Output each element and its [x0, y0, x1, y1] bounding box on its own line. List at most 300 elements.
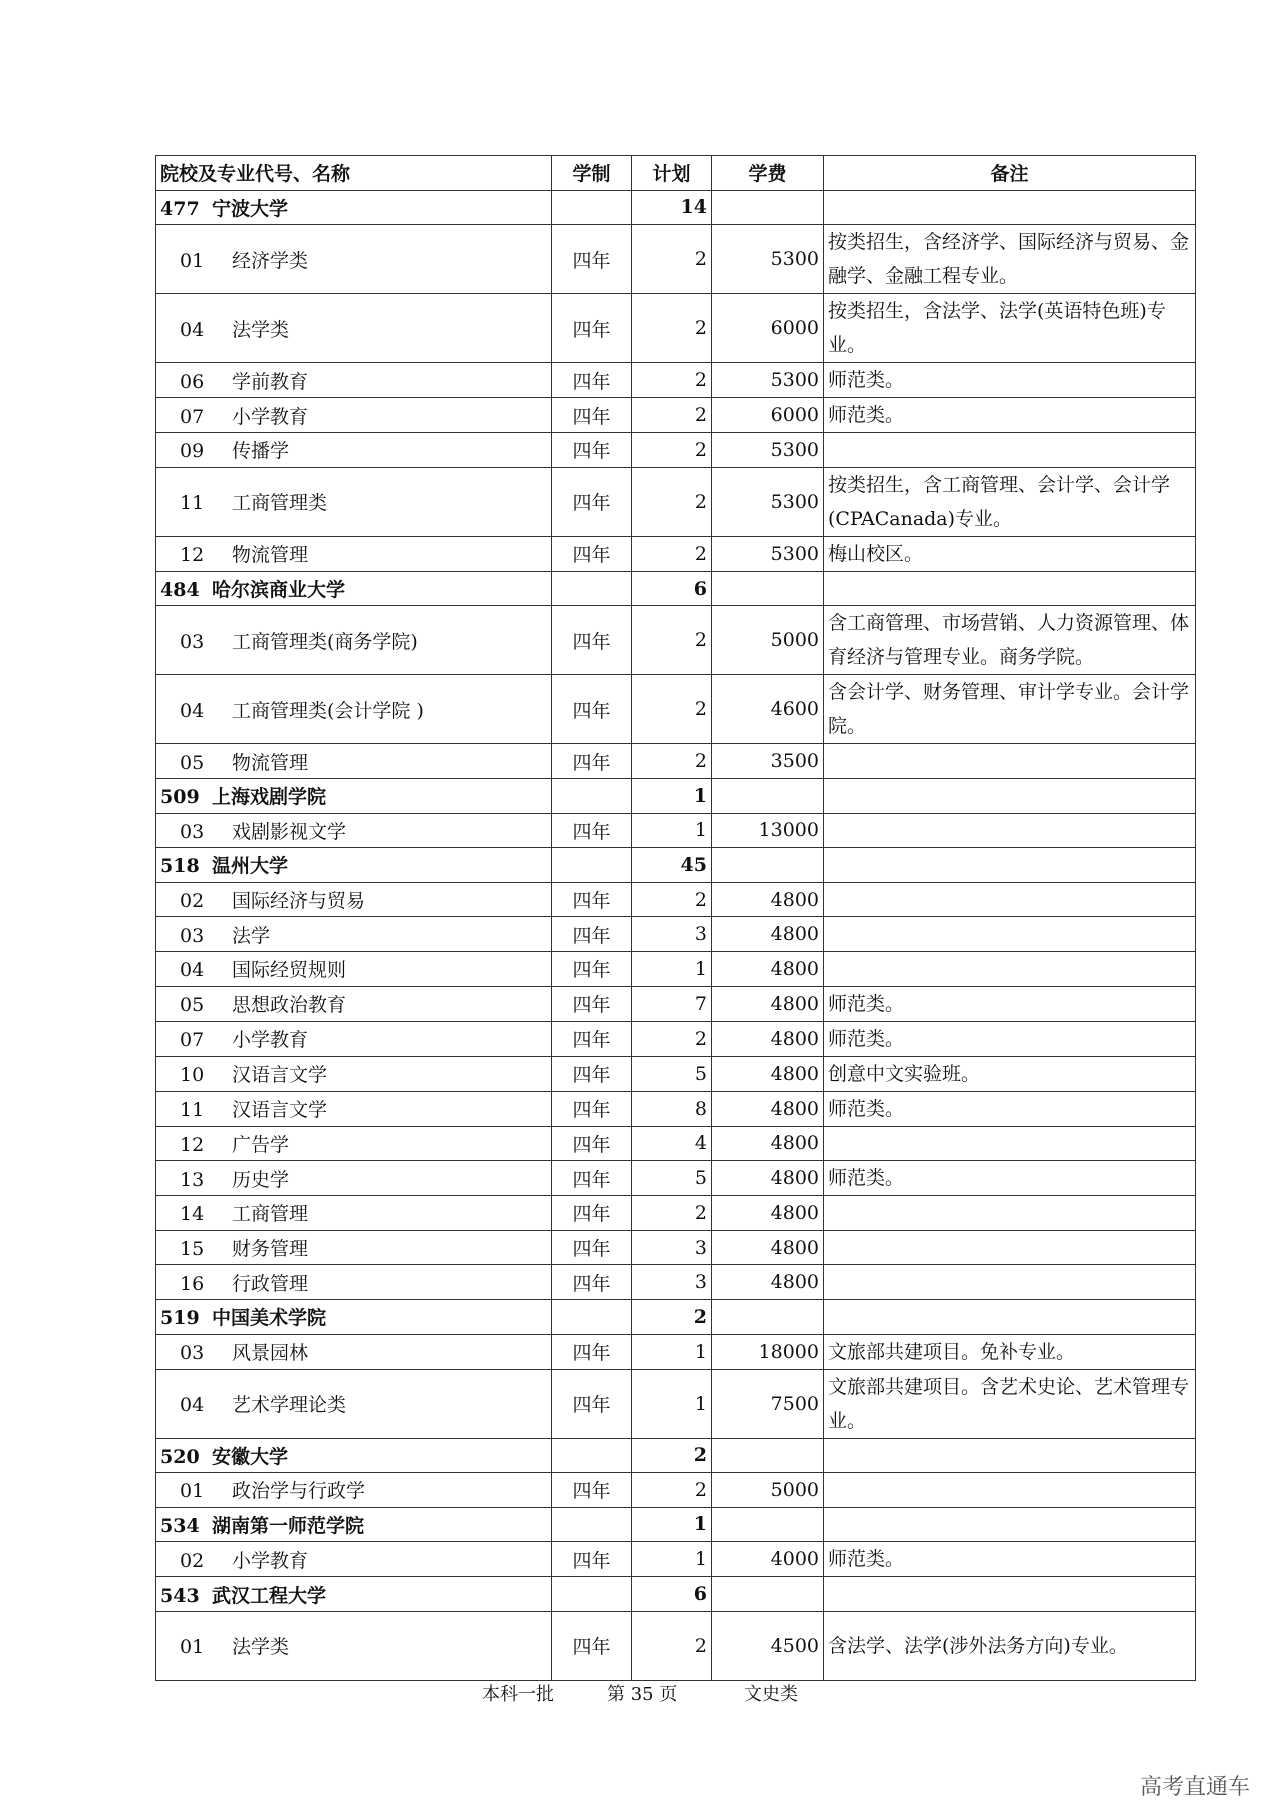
note-cell: 梅山校区。: [824, 536, 1196, 571]
note-cell: [824, 433, 1196, 468]
name-cell: [156, 1611, 552, 1680]
plan-cell: 2: [632, 1611, 712, 1680]
note-cell: [824, 951, 1196, 986]
name: 行政管理: [232, 1272, 309, 1295]
plan-cell: 6: [632, 571, 712, 606]
name: 物流管理: [232, 751, 309, 774]
term-cell: 四年: [552, 536, 632, 571]
code: 04: [180, 699, 205, 722]
name-cell: [156, 1438, 552, 1473]
term-cell: 四年: [552, 1196, 632, 1231]
name: 上海戏剧学院: [212, 786, 327, 809]
name: 湖南第一师范学院: [212, 1514, 365, 1537]
name: 温州大学: [212, 855, 289, 878]
code: 04: [180, 1394, 205, 1416]
name-cell: [156, 1126, 552, 1161]
fee-cell: 4800: [712, 917, 824, 952]
name: 思想政治教育: [232, 994, 347, 1017]
name: 艺术学理论类: [232, 1394, 347, 1416]
code: 484: [160, 579, 200, 602]
note-cell: [824, 778, 1196, 813]
name: 汉语言文学: [232, 1064, 328, 1087]
page-footer: [0, 1680, 1280, 1708]
plan-cell: 5: [632, 1056, 712, 1091]
name-cell: [156, 363, 552, 398]
name-cell: [156, 778, 552, 813]
code: 09: [180, 440, 205, 463]
note-cell: 师范类。: [824, 363, 1196, 398]
code: 03: [180, 630, 205, 653]
major-row: [156, 467, 1196, 536]
name-cell: [156, 433, 552, 468]
name-cell: [156, 190, 552, 225]
term-cell: [552, 848, 632, 883]
major-row: [156, 1056, 1196, 1091]
plan-cell: 6: [632, 1577, 712, 1612]
name-cell: [156, 1196, 552, 1231]
university-row: [156, 1577, 1196, 1612]
note-cell: 文旅部共建项目。含艺术史论、艺术管理专业。: [824, 1369, 1196, 1438]
name-cell: [156, 917, 552, 952]
name: 法学类: [232, 1636, 290, 1659]
term-cell: 四年: [552, 813, 632, 848]
fee-cell: [712, 1507, 824, 1542]
name: 传播学: [232, 440, 290, 463]
name: 学前教育: [232, 370, 309, 393]
name-cell: [156, 986, 552, 1021]
plan-cell: 2: [632, 536, 712, 571]
fee-cell: 7500: [712, 1369, 824, 1438]
name: 小学教育: [232, 1549, 309, 1572]
name-cell: [156, 1473, 552, 1508]
note-cell: [824, 190, 1196, 225]
table-body: [156, 190, 1196, 1680]
code: 477: [160, 197, 200, 220]
name-cell: [156, 1021, 552, 1056]
name-cell: [156, 467, 552, 536]
code: 04: [180, 318, 205, 341]
note-cell: 含工商管理、市场营销、人力资源管理、体育经济与管理专业。商务学院。: [824, 606, 1196, 675]
code: 16: [180, 1272, 205, 1295]
name-cell: [156, 571, 552, 606]
name: 小学教育: [232, 405, 309, 428]
fee-cell: 5300: [712, 467, 824, 536]
term-cell: 四年: [552, 1230, 632, 1265]
major-row: [156, 1473, 1196, 1508]
fee-cell: 4800: [712, 1265, 824, 1300]
plan-cell: 2: [632, 606, 712, 675]
term-cell: 四年: [552, 1091, 632, 1126]
plan-cell: 4: [632, 1126, 712, 1161]
term-cell: 四年: [552, 433, 632, 468]
major-row: [156, 917, 1196, 952]
plan-cell: 2: [632, 1299, 712, 1334]
major-row: [156, 1369, 1196, 1438]
code: 05: [180, 751, 205, 774]
fee-cell: 4800: [712, 1230, 824, 1265]
fee-cell: [712, 571, 824, 606]
fee-cell: 6000: [712, 398, 824, 433]
plan-cell: 1: [632, 1369, 712, 1438]
term-cell: [552, 778, 632, 813]
term-cell: [552, 190, 632, 225]
name: 安徽大学: [212, 1445, 289, 1468]
name-cell: [156, 1056, 552, 1091]
code: 11: [180, 1099, 205, 1122]
code: 509: [160, 786, 200, 809]
university-row: [156, 571, 1196, 606]
term-cell: [552, 1438, 632, 1473]
code: 03: [180, 1342, 205, 1364]
note-cell: [824, 1196, 1196, 1231]
note-cell: [824, 744, 1196, 779]
fee-cell: 4800: [712, 951, 824, 986]
term-cell: 四年: [552, 1369, 632, 1438]
name: 汉语言文学: [232, 1099, 328, 1122]
plan-cell: 2: [632, 363, 712, 398]
name-cell: [156, 951, 552, 986]
header-plan: 计划: [632, 156, 712, 191]
note-cell: 师范类。: [824, 1161, 1196, 1196]
plan-cell: 2: [632, 225, 712, 294]
footer-page-number: 第 35 页: [607, 1684, 678, 1705]
name-cell: [156, 675, 552, 744]
code: 15: [180, 1238, 205, 1261]
term-cell: 四年: [552, 1126, 632, 1161]
fee-cell: 5300: [712, 433, 824, 468]
code: 02: [180, 1549, 205, 1572]
note-cell: [824, 1126, 1196, 1161]
fee-cell: 4800: [712, 1056, 824, 1091]
name: 法学类: [232, 318, 290, 341]
fee-cell: [712, 190, 824, 225]
note-cell: 师范类。: [824, 1021, 1196, 1056]
term-cell: 四年: [552, 1473, 632, 1508]
plan-cell: 1: [632, 951, 712, 986]
term-cell: 四年: [552, 675, 632, 744]
term-cell: 四年: [552, 294, 632, 363]
note-cell: [824, 1507, 1196, 1542]
note-cell: 按类招生，含法学、法学(英语特色班)专业。: [824, 294, 1196, 363]
name-cell: [156, 1369, 552, 1438]
major-row: [156, 1542, 1196, 1577]
name: 宁波大学: [212, 197, 289, 220]
table-header-row: [156, 156, 1196, 191]
note-cell: [824, 813, 1196, 848]
name: 经济学类: [232, 249, 309, 272]
name: 工商管理类: [232, 492, 328, 515]
university-row: [156, 848, 1196, 883]
major-row: [156, 1611, 1196, 1680]
note-cell: 按类招生，含工商管理、会计学、会计学(CPACanada)专业。: [824, 467, 1196, 536]
major-row: [156, 813, 1196, 848]
fee-cell: 4600: [712, 675, 824, 744]
header-term: 学制: [552, 156, 632, 191]
footer-batch: 本科一批: [482, 1684, 554, 1705]
note-cell: [824, 571, 1196, 606]
fee-cell: 4000: [712, 1542, 824, 1577]
note-cell: 按类招生，含经济学、国际经济与贸易、金融学、金融工程专业。: [824, 225, 1196, 294]
name-cell: [156, 398, 552, 433]
code: 04: [180, 959, 205, 982]
note-cell: [824, 1473, 1196, 1508]
code: 14: [180, 1203, 205, 1226]
major-row: [156, 1161, 1196, 1196]
plan-cell: 3: [632, 1265, 712, 1300]
plan-cell: 2: [632, 675, 712, 744]
name: 法学: [232, 924, 271, 947]
term-cell: 四年: [552, 882, 632, 917]
fee-cell: 13000: [712, 813, 824, 848]
major-row: [156, 606, 1196, 675]
term-cell: 四年: [552, 467, 632, 536]
fee-cell: 5000: [712, 1473, 824, 1508]
fee-cell: 4800: [712, 1161, 824, 1196]
header-note: 备注: [824, 156, 1196, 191]
name-cell: [156, 882, 552, 917]
name: 戏剧影视文学: [232, 820, 347, 843]
note-cell: 创意中文实验班。: [824, 1056, 1196, 1091]
plan-cell: 2: [632, 1438, 712, 1473]
name: 财务管理: [232, 1238, 309, 1261]
fee-cell: [712, 1438, 824, 1473]
term-cell: 四年: [552, 951, 632, 986]
major-row: [156, 675, 1196, 744]
name: 武汉工程大学: [212, 1584, 327, 1607]
name: 工商管理: [232, 1203, 309, 1226]
fee-cell: 3500: [712, 744, 824, 779]
major-row: [156, 744, 1196, 779]
code: 518: [160, 855, 200, 878]
code: 10: [180, 1064, 205, 1087]
note-cell: [824, 1265, 1196, 1300]
code: 03: [180, 820, 205, 843]
name-cell: [156, 1334, 552, 1369]
plan-cell: 7: [632, 986, 712, 1021]
plan-cell: 2: [632, 1021, 712, 1056]
code: 01: [180, 1636, 205, 1659]
fee-cell: [712, 1299, 824, 1334]
name: 哈尔滨商业大学: [212, 579, 346, 602]
university-row: [156, 1299, 1196, 1334]
name-cell: [156, 1265, 552, 1300]
code: 520: [160, 1445, 200, 1468]
university-row: [156, 1507, 1196, 1542]
fee-cell: [712, 1577, 824, 1612]
term-cell: 四年: [552, 225, 632, 294]
university-row: [156, 778, 1196, 813]
code: 07: [180, 405, 205, 428]
name-cell: [156, 848, 552, 883]
name: 政治学与行政学: [232, 1480, 366, 1503]
term-cell: 四年: [552, 1334, 632, 1369]
major-row: [156, 882, 1196, 917]
major-row: [156, 1334, 1196, 1369]
plan-cell: 2: [632, 294, 712, 363]
code: 534: [160, 1514, 200, 1537]
code: 11: [180, 492, 205, 515]
code: 13: [180, 1168, 205, 1191]
major-row: [156, 433, 1196, 468]
note-cell: 师范类。: [824, 1091, 1196, 1126]
name: 风景园林: [232, 1342, 309, 1364]
plan-cell: 1: [632, 1542, 712, 1577]
major-row: [156, 951, 1196, 986]
term-cell: 四年: [552, 363, 632, 398]
name: 国际经贸规则: [232, 959, 347, 982]
plan-cell: 2: [632, 1473, 712, 1508]
name-cell: [156, 606, 552, 675]
note-cell: 师范类。: [824, 986, 1196, 1021]
term-cell: [552, 1299, 632, 1334]
code: 03: [180, 924, 205, 947]
name: 中国美术学院: [212, 1307, 327, 1330]
fee-cell: 4800: [712, 986, 824, 1021]
name: 小学教育: [232, 1029, 309, 1052]
code: 06: [180, 370, 205, 393]
code: 07: [180, 1029, 205, 1052]
term-cell: 四年: [552, 1611, 632, 1680]
term-cell: 四年: [552, 1021, 632, 1056]
fee-cell: 4500: [712, 1611, 824, 1680]
plan-cell: 1: [632, 1507, 712, 1542]
plan-cell: 2: [632, 433, 712, 468]
name-cell: [156, 1577, 552, 1612]
name: 工商管理类(商务学院): [232, 630, 418, 653]
major-row: [156, 294, 1196, 363]
plan-cell: 2: [632, 467, 712, 536]
note-cell: [824, 848, 1196, 883]
code: 519: [160, 1307, 200, 1330]
name: 物流管理: [232, 544, 309, 567]
name-cell: [156, 536, 552, 571]
watermark: 高考直通车: [1139, 1775, 1250, 1800]
header-fee: 学费: [712, 156, 824, 191]
name-cell: [156, 813, 552, 848]
major-row: [156, 1230, 1196, 1265]
fee-cell: 4800: [712, 1196, 824, 1231]
term-cell: 四年: [552, 398, 632, 433]
major-row: [156, 1091, 1196, 1126]
name-cell: [156, 744, 552, 779]
note-cell: [824, 882, 1196, 917]
university-row: [156, 1438, 1196, 1473]
note-cell: 师范类。: [824, 398, 1196, 433]
plan-cell: 1: [632, 778, 712, 813]
term-cell: 四年: [552, 744, 632, 779]
code: 12: [180, 544, 205, 567]
term-cell: 四年: [552, 1161, 632, 1196]
term-cell: 四年: [552, 1265, 632, 1300]
term-cell: [552, 1577, 632, 1612]
code: 05: [180, 994, 205, 1017]
plan-cell: 1: [632, 813, 712, 848]
term-cell: 四年: [552, 986, 632, 1021]
name-cell: [156, 1091, 552, 1126]
enrollment-plan-table: [155, 155, 1196, 1681]
plan-cell: 2: [632, 744, 712, 779]
fee-cell: 18000: [712, 1334, 824, 1369]
term-cell: 四年: [552, 1542, 632, 1577]
name: 广告学: [232, 1133, 290, 1156]
major-row: [156, 225, 1196, 294]
major-row: [156, 986, 1196, 1021]
name-cell: [156, 225, 552, 294]
plan-cell: 45: [632, 848, 712, 883]
note-cell: [824, 1577, 1196, 1612]
code: 12: [180, 1133, 205, 1156]
note-cell: [824, 917, 1196, 952]
name-cell: [156, 1299, 552, 1334]
name: 历史学: [232, 1168, 290, 1191]
plan-cell: 2: [632, 882, 712, 917]
fee-cell: 5000: [712, 606, 824, 675]
code: 02: [180, 890, 205, 913]
major-row: [156, 398, 1196, 433]
fee-cell: [712, 778, 824, 813]
term-cell: [552, 1507, 632, 1542]
plan-cell: 1: [632, 1334, 712, 1369]
plan-cell: 3: [632, 1230, 712, 1265]
name-cell: [156, 1161, 552, 1196]
major-row: [156, 363, 1196, 398]
note-cell: [824, 1299, 1196, 1334]
header-name: 院校及专业代号、名称: [156, 156, 552, 191]
term-cell: [552, 571, 632, 606]
name-cell: [156, 294, 552, 363]
plan-cell: 3: [632, 917, 712, 952]
plan-cell: 2: [632, 398, 712, 433]
fee-cell: 4800: [712, 1091, 824, 1126]
note-cell: 含法学、法学(涉外法务方向)专业。: [824, 1611, 1196, 1680]
fee-cell: 4800: [712, 1126, 824, 1161]
plan-cell: 14: [632, 190, 712, 225]
name: 国际经济与贸易: [232, 890, 366, 913]
fee-cell: 4800: [712, 1021, 824, 1056]
note-cell: 师范类。: [824, 1542, 1196, 1577]
code: 01: [180, 249, 205, 272]
code: 01: [180, 1480, 205, 1503]
note-cell: 含会计学、财务管理、审计学专业。会计学院。: [824, 675, 1196, 744]
term-cell: 四年: [552, 917, 632, 952]
fee-cell: 4800: [712, 882, 824, 917]
university-row: [156, 190, 1196, 225]
name-cell: [156, 1230, 552, 1265]
term-cell: 四年: [552, 606, 632, 675]
note-cell: [824, 1230, 1196, 1265]
code: 543: [160, 1584, 200, 1607]
note-cell: [824, 1438, 1196, 1473]
name-cell: [156, 1507, 552, 1542]
major-row: [156, 1265, 1196, 1300]
term-cell: 四年: [552, 1056, 632, 1091]
plan-cell: 5: [632, 1161, 712, 1196]
name: 工商管理类(会计学院 ): [232, 699, 424, 722]
plan-cell: 8: [632, 1091, 712, 1126]
footer-category: 文史类: [744, 1684, 798, 1705]
fee-cell: 5300: [712, 363, 824, 398]
major-row: [156, 536, 1196, 571]
plan-cell: 2: [632, 1196, 712, 1231]
major-row: [156, 1021, 1196, 1056]
major-row: [156, 1196, 1196, 1231]
fee-cell: 5300: [712, 225, 824, 294]
note-cell: 文旅部共建项目。免补专业。: [824, 1334, 1196, 1369]
name-cell: [156, 1542, 552, 1577]
fee-cell: [712, 848, 824, 883]
major-row: [156, 1126, 1196, 1161]
fee-cell: 5300: [712, 536, 824, 571]
